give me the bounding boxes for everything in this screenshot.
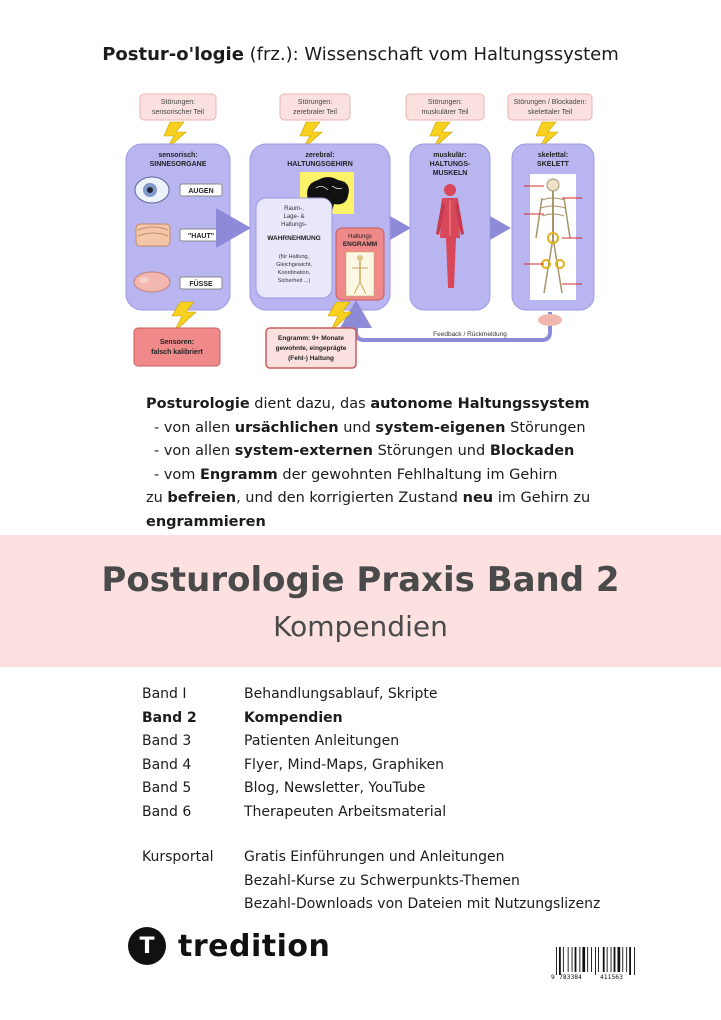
feedback-label: Feedback / Rückmeldung — [433, 331, 507, 338]
title-band — [0, 535, 721, 667]
box-skelettal — [512, 144, 594, 310]
portal-item — [142, 846, 662, 870]
text-segment: Engramm — [200, 466, 278, 483]
wahrnehmung-title: WAHRNEHMUNG — [267, 235, 321, 242]
band-list — [142, 683, 662, 917]
band-value: Blog, Newsletter, YouTube — [244, 780, 426, 796]
label-augen: AUGEN — [188, 188, 214, 195]
barcode-bar — [629, 947, 631, 975]
portal-item — [142, 870, 662, 894]
barcode-bar — [595, 947, 596, 975]
engramm-skeleton-icon — [346, 252, 374, 296]
text-segment: - von allen — [154, 419, 235, 436]
intro-line-5 — [146, 487, 666, 534]
box-skelettal-l2: SKELETT — [537, 161, 569, 168]
wahrnehmung-pre-1: Raum-, — [284, 206, 304, 212]
barcode-bar — [622, 947, 623, 972]
barcode-bar — [582, 947, 585, 972]
box-muskular-l2: HALTUNGS- — [429, 161, 471, 168]
band-key: Band 3 — [142, 733, 192, 749]
text-segment: Störungen — [505, 419, 586, 436]
box-sensorisch-l1: sensorisch: — [158, 152, 198, 159]
intro-line-4 — [146, 464, 666, 488]
barcode-bars — [556, 947, 635, 975]
page-heading — [0, 44, 721, 65]
text-segment: system-eigenen — [375, 419, 506, 436]
text-segment: autonome Haltungssystem — [370, 396, 590, 412]
band-key: Band 6 — [142, 803, 192, 820]
barcode-bar — [563, 947, 564, 972]
note-engramm — [266, 328, 356, 368]
intro-line-1 — [146, 393, 666, 417]
barcode-bar — [598, 947, 599, 972]
box-muskular-l1: muskulär: — [433, 152, 467, 159]
barcode-bar — [626, 947, 627, 972]
portal-item — [142, 893, 662, 917]
barcode-bar — [575, 947, 577, 972]
text-segment: engrammieren — [146, 513, 266, 530]
text-segment: im Gehirn zu — [493, 490, 591, 506]
band-key: Band 4 — [142, 756, 192, 773]
text-segment: - vom — [154, 466, 201, 483]
barcode-digit-lead: 9 — [551, 974, 555, 981]
note-muskular-top — [406, 94, 484, 120]
text-segment: system-externen — [234, 443, 373, 459]
box-sensorisch-l2: SINNESORGANE — [149, 161, 207, 168]
note-engramm-l1: Engramm: 9+ Monate — [278, 335, 344, 342]
skin-icon — [136, 224, 170, 246]
text-segment: ursächlichen — [234, 419, 339, 436]
text-segment: zu — [146, 490, 168, 506]
publisher-brand — [128, 926, 330, 966]
note-skelett-top-l2: skelettaler Teil — [527, 109, 573, 116]
barcode-bar — [568, 947, 569, 972]
book-subtitle: Kompendien — [273, 610, 448, 643]
note-muskular-top-l1: Störungen: — [427, 99, 463, 106]
text-segment: neu — [462, 490, 494, 506]
intro-line-2 — [146, 417, 666, 441]
text-segment: befreien — [167, 490, 237, 506]
barcode-bar — [618, 947, 621, 972]
note-sensoren — [134, 328, 220, 366]
label-fuesse: FÜSSE — [189, 281, 213, 288]
barcode-digits-left: 783384 — [559, 974, 582, 981]
list-item-current — [142, 707, 662, 731]
barcode-bar — [572, 947, 573, 972]
list-item — [142, 754, 662, 778]
note-engramm-l2: gewohnte, eingeprägte — [275, 345, 347, 352]
note-zerebral-top-l1: Störungen: — [297, 99, 333, 106]
list-item — [142, 777, 662, 801]
box-zerebral-l1: zerebral: — [305, 152, 335, 159]
barcode-bar — [556, 947, 557, 975]
intro-line-3 — [146, 440, 666, 464]
wahrnehmung-post-4: Sicherheit ...) — [277, 278, 311, 284]
note-muskular-top-l2: muskulärer Teil — [421, 109, 469, 116]
note-zerebral-top-l2: zerebraler Teil — [293, 109, 337, 116]
barcode-bar — [611, 947, 612, 972]
skeleton-icon — [524, 174, 582, 300]
note-skelett-top — [508, 94, 592, 120]
text-segment: Störungen und — [372, 443, 490, 459]
list-item — [142, 801, 662, 825]
note-engramm-l3: (Fehl-) Haltung — [288, 355, 334, 362]
engramm-box-l2: ENGRAMM — [342, 241, 378, 248]
foot-icon — [134, 272, 170, 292]
box-zerebral-l2: HALTUNGSGEHIRN — [287, 161, 353, 168]
note-sensor-top-l1: Störungen: — [160, 99, 196, 106]
text-segment: dient dazu, das — [249, 396, 371, 412]
publisher-logo-icon: T — [128, 927, 166, 965]
note-zerebral-top — [280, 94, 350, 120]
box-sensorisch — [126, 144, 230, 310]
wahrnehmung-post-2: Gleichgewicht, — [276, 262, 312, 268]
note-sensoren-l2: falsch kalibriert — [151, 349, 203, 356]
box-muskular-l3: MUSKELN — [432, 170, 468, 177]
box-zerebral — [250, 144, 390, 310]
text-segment: Blockaden — [489, 443, 575, 459]
wahrnehmung-post-3: Koordination, — [277, 270, 311, 276]
intro-text — [146, 393, 666, 534]
band-value: Flyer, Mind-Maps, Graphiken — [244, 756, 444, 773]
text-segment: Posturologie — [146, 396, 250, 412]
note-sensoren-l1: Sensoren: — [159, 339, 195, 346]
text-segment: - von allen — [154, 443, 235, 459]
band-value: Patienten Anleitungen — [244, 733, 400, 749]
book-title: Posturologie Praxis Band 2 — [101, 560, 620, 600]
barcode-bar — [614, 947, 616, 972]
barcode-bar — [587, 947, 588, 972]
wahrnehmung-pre-2: Lage- & — [283, 214, 305, 220]
text-segment: und — [338, 419, 376, 436]
note-skelett-top-l1: Störungen / Blockaden: — [513, 99, 587, 106]
band-key: Band I — [142, 686, 187, 702]
portal-line: Gratis Einführungen und Anleitungen — [244, 849, 505, 865]
band-value: Kompendien — [244, 709, 343, 726]
barcode-digits-right: 411563 — [600, 974, 623, 981]
band-key: Band 5 — [142, 780, 192, 796]
foot-icon — [538, 314, 562, 326]
text-segment: , und den korrigierten Zustand — [236, 490, 463, 506]
box-skelettal-l1: skelettal: — [537, 152, 569, 159]
portal-key: Kursportal — [142, 849, 214, 865]
barcode-bar — [559, 947, 561, 975]
text-segment: der gewohnten Fehlhaltung im Gehirn — [277, 466, 558, 483]
barcode-bar — [607, 947, 608, 972]
band-value: Therapeuten Arbeitsmaterial — [244, 803, 447, 820]
list-item — [142, 730, 662, 754]
band-value: Behandlungsablauf, Skripte — [244, 686, 438, 702]
heading-bold: Postur-o'logie — [102, 44, 244, 65]
list-item — [142, 683, 662, 707]
eye-icon — [135, 177, 169, 203]
wahrnehmung-pre-3: Haltungs- — [281, 222, 307, 228]
note-sensor-top — [140, 94, 216, 120]
wahrnehmung-post-1: (für Haltung, — [278, 254, 310, 260]
box-muskular — [410, 144, 490, 310]
note-sensor-top-l2: sensorischer Teil — [151, 109, 205, 116]
heading-rest: (frz.): Wissenschaft vom Haltungssystem — [243, 44, 619, 65]
barcode-bar — [579, 947, 580, 972]
barcode-bar — [591, 947, 592, 972]
posture-system-diagram — [110, 88, 610, 378]
barcode-bar — [603, 947, 605, 972]
label-haut: "HAUT" — [187, 233, 215, 240]
publisher-name: tredition — [178, 928, 331, 964]
portal-line: Bezahl-Kurse zu Schwerpunkts-Themen — [244, 872, 520, 889]
band-key: Band 2 — [142, 709, 197, 726]
isbn-barcode — [550, 947, 642, 981]
engramm-box-l1: Haltungs — [348, 234, 372, 240]
barcode-bar — [634, 947, 635, 975]
portal-line: Bezahl-Downloads von Dateien mit Nutzungslizenz — [244, 896, 601, 912]
